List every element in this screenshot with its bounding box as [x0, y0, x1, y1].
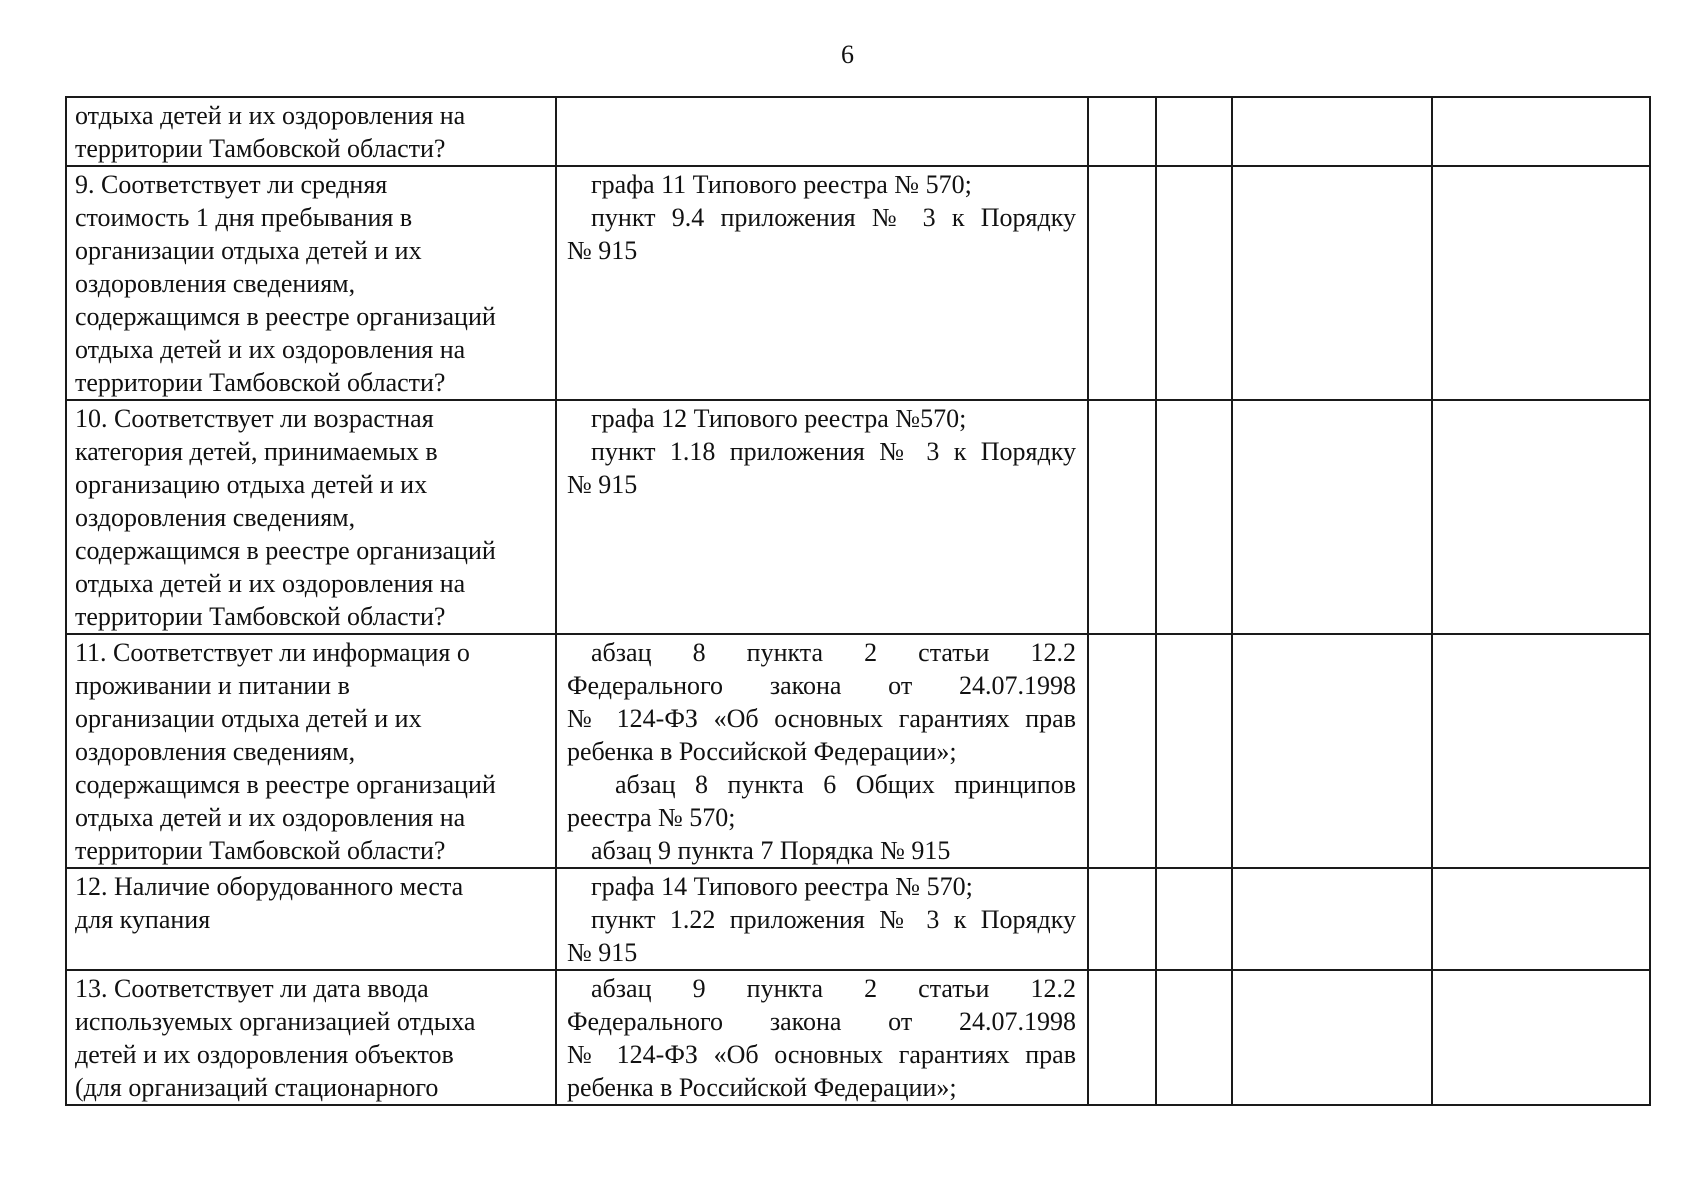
question-cell [66, 97, 556, 166]
basis-line: абзац 9 пункта 7 Порядка № 915 [591, 836, 951, 865]
not-applicable-cell [1232, 868, 1432, 970]
basis-line: графа 12 Типового реестра №570; [591, 404, 967, 433]
answer-yes-cell [1088, 166, 1156, 400]
basis-line: пункт 1.22 приложения № 3 к Порядку [591, 905, 1076, 934]
answer-no-cell [1156, 166, 1232, 400]
answer-yes-cell [1088, 970, 1156, 1105]
basis-line: пункт 1.18 приложения № 3 к Порядку [591, 437, 1076, 466]
question-line: для купания [75, 905, 211, 934]
basis-line: № 124-ФЗ «Об основных гарантиях прав [567, 1040, 1076, 1069]
notes-cell [1432, 970, 1650, 1105]
question-line: оздоровления сведениям, [75, 737, 356, 766]
legal-basis-cell [556, 970, 1088, 1105]
question-line: территории Тамбовской области? [75, 836, 446, 865]
answer-no-cell [1156, 970, 1232, 1105]
question-line: категория детей, принимаемых в [75, 437, 438, 466]
basis-line: графа 14 Типового реестра № 570; [591, 872, 973, 901]
basis-line: абзац 9 пункта 2 статьи 12.2 [591, 974, 1076, 1003]
question-line: отдыха детей и их оздоровления на [75, 569, 466, 598]
basis-line: реестра № 570; [567, 803, 736, 832]
answer-no-cell [1156, 400, 1232, 634]
question-cell [66, 970, 556, 1105]
question-line: территории Тамбовской области? [75, 134, 446, 163]
question-line: оздоровления сведениям, [75, 269, 356, 298]
not-applicable-cell [1232, 400, 1432, 634]
page-number: 6 [841, 40, 854, 69]
question-cell [66, 400, 556, 634]
question-cell [66, 634, 556, 868]
basis-line: графа 11 Типового реестра № 570; [591, 170, 972, 199]
not-applicable-cell [1232, 970, 1432, 1105]
question-line: отдыха детей и их оздоровления на [75, 803, 466, 832]
question-line: территории Тамбовской области? [75, 368, 446, 397]
legal-basis-cell [556, 166, 1088, 400]
basis-line: ребенка в Российской Федерации»; [567, 737, 957, 766]
answer-yes-cell [1088, 97, 1156, 166]
basis-line: № 915 [567, 938, 638, 967]
question-line: 10. Соответствует ли возрастная [75, 404, 434, 433]
question-line: детей и их оздоровления объектов [75, 1040, 454, 1069]
question-line: отдыха детей и их оздоровления на [75, 101, 466, 130]
question-line: 9. Соответствует ли средняя [75, 170, 388, 199]
not-applicable-cell [1232, 634, 1432, 868]
not-applicable-cell [1232, 97, 1432, 166]
basis-line: ребенка в Российской Федерации»; [567, 1073, 957, 1102]
question-line: отдыха детей и их оздоровления на [75, 335, 466, 364]
table-row [66, 400, 1650, 634]
basis-line: № 915 [567, 470, 638, 499]
question-line: стоимость 1 дня пребывания в [75, 203, 413, 232]
legal-basis-cell [556, 400, 1088, 634]
basis-line: абзац 8 пункта 2 статьи 12.2 [591, 638, 1076, 667]
table-row [66, 970, 1650, 1105]
checklist-table [65, 96, 1651, 1106]
question-line: 13. Соответствует ли дата ввода [75, 974, 429, 1003]
question-line: территории Тамбовской области? [75, 602, 446, 631]
notes-cell [1432, 634, 1650, 868]
legal-basis-cell [556, 97, 1088, 166]
question-line: содержащимся в реестре организаций [75, 302, 496, 331]
answer-yes-cell [1088, 634, 1156, 868]
basis-line: пункт 9.4 приложения № 3 к Порядку [591, 203, 1076, 232]
question-line: используемых организацией отдыха [75, 1007, 476, 1036]
answer-yes-cell [1088, 868, 1156, 970]
notes-cell [1432, 400, 1650, 634]
not-applicable-cell [1232, 166, 1432, 400]
question-cell [66, 868, 556, 970]
basis-line: Федерального закона от 24.07.1998 [567, 671, 1076, 700]
question-line: содержащимся в реестре организаций [75, 770, 496, 799]
answer-no-cell [1156, 868, 1232, 970]
answer-yes-cell [1088, 400, 1156, 634]
table-row [66, 97, 1650, 166]
notes-cell [1432, 97, 1650, 166]
notes-cell [1432, 166, 1650, 400]
question-line: организацию отдыха детей и их [75, 470, 428, 499]
question-line: содержащимся в реестре организаций [75, 536, 496, 565]
question-line: проживании и питании в [75, 671, 350, 700]
question-cell [66, 166, 556, 400]
legal-basis-cell [556, 634, 1088, 868]
answer-no-cell [1156, 97, 1232, 166]
basis-line: № 915 [567, 236, 638, 265]
basis-line: № 124-ФЗ «Об основных гарантиях прав [567, 704, 1076, 733]
legal-basis-cell [556, 868, 1088, 970]
question-line: 12. Наличие оборудованного места [75, 872, 464, 901]
question-line: (для организаций стационарного [75, 1073, 439, 1102]
table-row [66, 634, 1650, 868]
basis-line: Федерального закона от 24.07.1998 [567, 1007, 1076, 1036]
notes-cell [1432, 868, 1650, 970]
question-line: оздоровления сведениям, [75, 503, 356, 532]
table-row [66, 166, 1650, 400]
basis-line: абзац 8 пункта 6 Общих принципов [615, 770, 1076, 799]
table-row [66, 868, 1650, 970]
question-line: 11. Соответствует ли информация о [75, 638, 470, 667]
answer-no-cell [1156, 634, 1232, 868]
question-line: организации отдыха детей и их [75, 704, 422, 733]
question-line: организации отдыха детей и их [75, 236, 422, 265]
